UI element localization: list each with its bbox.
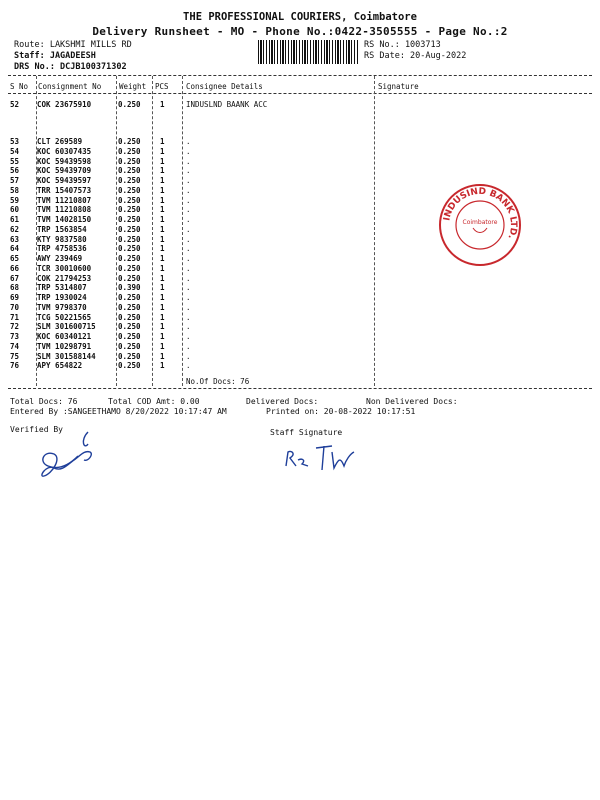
row-pcs: 1	[160, 361, 165, 371]
row-consignee: .	[186, 205, 191, 215]
table-row	[0, 137, 600, 147]
row-weight: 0.250	[118, 205, 141, 215]
row-consignee: .	[186, 176, 191, 185]
row-pcs: 1	[160, 205, 165, 215]
row-sno: 69	[10, 293, 20, 302]
row-sno: 54	[10, 146, 20, 156]
row-consignment: TRP 4758536	[37, 244, 87, 254]
non-delivered-docs: Non Delivered Docs:	[366, 397, 458, 406]
row-pcs: 1	[160, 195, 165, 205]
row-consignment: TRP 5314807	[37, 283, 87, 293]
page-title: Delivery Runsheet - MO - Phone No.:0422-3505555 - Page No.:2	[92, 25, 508, 38]
row-consignment: SLM 301588144	[37, 351, 96, 361]
row-consignee: .	[186, 166, 191, 176]
total-docs: Total Docs: 76	[10, 397, 78, 406]
row-consignee: .	[186, 312, 191, 322]
column-header-pcs: PCS	[155, 82, 169, 91]
row-consignee: .	[186, 332, 191, 341]
row-pcs: 1	[160, 234, 165, 244]
row-pcs: 1	[160, 341, 165, 351]
row-consignee: .	[186, 254, 191, 263]
row-weight: 0.250	[118, 312, 141, 322]
row-pcs: 1	[160, 224, 165, 234]
row-consignee: .	[186, 137, 191, 146]
row-sno: 70	[10, 302, 20, 312]
row-consignee: .	[186, 195, 191, 205]
row-sno: 67	[10, 273, 20, 283]
row-consignment: TRP 1930024	[37, 293, 87, 302]
row-consignee: .	[186, 293, 191, 302]
svg-text:Coimbatore: Coimbatore	[462, 219, 498, 226]
row-sno: 53	[10, 137, 20, 146]
row-weight: 0.250	[118, 273, 141, 283]
row-sno: 55	[10, 156, 20, 166]
row-consignment: CLT 269589	[37, 137, 83, 146]
row-sno: 58	[10, 185, 20, 195]
row-consignee: .	[186, 283, 191, 293]
divider	[8, 93, 592, 94]
row-pcs: 1	[160, 332, 165, 341]
row-weight: 0.250	[118, 166, 141, 176]
row-consignee: .	[186, 351, 191, 361]
svg-text:INDUSIND BANK LTD.: INDUSIND BANK LTD.	[442, 186, 519, 241]
row-sno: 52	[10, 100, 20, 109]
row-consignee: .	[186, 244, 191, 254]
row-weight: 0.250	[118, 224, 141, 234]
row-weight: 0.250	[118, 322, 141, 332]
row-weight: 0.250	[118, 234, 141, 244]
row-consignment: TRP 1563854	[37, 224, 87, 234]
row-sno: 56	[10, 166, 20, 176]
table-row	[0, 342, 600, 352]
row-sno: 68	[10, 283, 20, 293]
table-row	[0, 274, 600, 284]
staff-signature-label: Staff Signature	[270, 428, 343, 437]
row-sno: 75	[10, 351, 20, 361]
row-weight: 0.390	[118, 283, 141, 293]
row-pcs: 1	[160, 263, 165, 273]
row-sno: 61	[10, 215, 20, 224]
row-pcs: 1	[160, 322, 165, 332]
table-row	[0, 100, 600, 110]
row-consignee: .	[186, 234, 191, 244]
no-of-docs: No.Of Docs: 76	[186, 377, 250, 386]
row-consignment: KOC 60340121	[37, 332, 92, 341]
row-sno: 63	[10, 234, 20, 244]
row-pcs: 1	[160, 137, 165, 146]
company-name: THE PROFESSIONAL COURIERS, Coimbatore	[183, 11, 417, 23]
verifier-signature	[28, 420, 118, 490]
row-pcs: 1	[160, 283, 165, 293]
row-sno: 72	[10, 322, 20, 332]
row-weight: 0.250	[118, 244, 141, 254]
table-row	[0, 147, 600, 157]
row-consignee: .	[186, 263, 191, 273]
row-weight: 0.250	[118, 332, 141, 341]
table-row	[0, 313, 600, 323]
row-weight: 0.250	[118, 351, 141, 361]
divider	[8, 75, 592, 76]
row-weight: 0.250	[118, 100, 141, 109]
row-consignee: .	[186, 185, 191, 195]
row-sno: 64	[10, 244, 20, 254]
total-cod: Total COD Amt: 0.00	[108, 397, 200, 406]
row-pcs: 1	[160, 176, 165, 185]
row-consignment: TVM 14028150	[37, 215, 92, 224]
row-consignee: .	[186, 146, 191, 156]
row-consignment: COK 23675910	[37, 100, 92, 109]
row-consignment: KOC 59439597	[37, 176, 92, 185]
table-row	[0, 332, 600, 342]
staff-signature	[282, 442, 362, 476]
row-weight: 0.250	[118, 176, 141, 185]
row-consignee: .	[186, 302, 191, 312]
route-label: Route: LAKSHMI MILLS RD	[14, 40, 132, 50]
row-consignment: KOC 59439598	[37, 156, 92, 166]
column-header-weight: Weight	[119, 82, 147, 91]
row-weight: 0.250	[118, 293, 141, 302]
row-consignment: TRR 15407573	[37, 185, 92, 195]
row-consignment: KTY 9837580	[37, 234, 87, 244]
row-pcs: 1	[160, 146, 165, 156]
rs-date: RS Date: 20-Aug-2022	[364, 51, 467, 61]
table-row	[0, 303, 600, 313]
row-weight: 0.250	[118, 263, 141, 273]
row-consignment: AWY 239469	[37, 254, 83, 263]
row-pcs: 1	[160, 166, 165, 176]
entered-by: Entered By :SANGEETHAMO 8/20/2022 10:17:47 AM	[10, 407, 227, 416]
table-row	[0, 322, 600, 332]
row-pcs: 1	[160, 351, 165, 361]
bank-stamp	[437, 182, 523, 268]
row-consignee: .	[186, 273, 191, 283]
row-consignment: TCG 50221565	[37, 312, 92, 322]
row-consignee: .	[186, 341, 191, 351]
row-consignment: KOC 59439709	[37, 166, 92, 176]
row-weight: 0.250	[118, 302, 141, 312]
row-pcs: 1	[160, 215, 165, 224]
divider	[8, 388, 592, 389]
row-weight: 0.250	[118, 137, 141, 146]
row-weight: 0.250	[118, 195, 141, 205]
column-header-details: Consignee Details	[186, 82, 263, 91]
row-pcs: 1	[160, 244, 165, 254]
row-pcs: 1	[160, 273, 165, 283]
row-consignment: TVM 9798370	[37, 302, 87, 312]
barcode	[258, 40, 358, 64]
row-sno: 76	[10, 361, 20, 371]
table-row	[0, 283, 600, 293]
row-consignee: .	[186, 224, 191, 234]
column-header-sno: S No	[10, 82, 29, 91]
row-consignment: APY 654822	[37, 361, 83, 371]
row-sno: 60	[10, 205, 20, 215]
row-consignment: SLM 301600715	[37, 322, 96, 332]
column-header-signature: Signature	[378, 82, 419, 91]
row-pcs: 1	[160, 254, 165, 263]
row-sno: 57	[10, 176, 20, 185]
rs-number: RS No.: 1003713	[364, 40, 441, 50]
table-row	[0, 361, 600, 371]
table-row	[0, 352, 600, 362]
row-pcs: 1	[160, 302, 165, 312]
row-pcs: 1	[160, 312, 165, 322]
table-row	[0, 166, 600, 176]
table-row	[0, 293, 600, 303]
row-consignee: INDUSLND BAANK ACC	[186, 100, 268, 109]
row-weight: 0.250	[118, 361, 141, 371]
staff-label: Staff: JAGADEESH	[14, 51, 96, 61]
row-sno: 62	[10, 224, 20, 234]
row-consignee: .	[186, 361, 191, 371]
verified-by-label: Verified By	[10, 425, 63, 434]
row-pcs: 1	[160, 156, 165, 166]
row-consignment: TVM 11210807	[37, 195, 92, 205]
row-weight: 0.250	[118, 146, 141, 156]
row-sno: 74	[10, 341, 20, 351]
row-pcs: 1	[160, 100, 165, 109]
row-consignment: KOC 60307435	[37, 146, 92, 156]
row-sno: 65	[10, 254, 20, 263]
row-consignment: TVM 10298791	[37, 341, 92, 351]
drs-number: DRS No.: DCJB100371302	[14, 62, 127, 72]
row-consignee: .	[186, 156, 191, 166]
row-sno: 73	[10, 332, 20, 341]
row-sno: 71	[10, 312, 20, 322]
row-weight: 0.250	[118, 156, 141, 166]
delivered-docs: Delivered Docs:	[246, 397, 319, 406]
row-sno: 59	[10, 195, 20, 205]
column-header-consignment: Consignment No	[38, 82, 102, 91]
row-weight: 0.250	[118, 254, 141, 263]
row-consignment: TVM 11210808	[37, 205, 92, 215]
row-consignment: COK 21794253	[37, 273, 92, 283]
table-row	[0, 157, 600, 167]
printed-on: Printed on: 20-08-2022 10:17:51	[266, 407, 416, 416]
row-consignment: TCR 30010600	[37, 263, 92, 273]
row-pcs: 1	[160, 185, 165, 195]
row-weight: 0.250	[118, 341, 141, 351]
row-pcs: 1	[160, 293, 165, 302]
row-consignee: .	[186, 215, 191, 224]
row-consignee: .	[186, 322, 191, 332]
row-weight: 0.250	[118, 185, 141, 195]
row-sno: 66	[10, 263, 20, 273]
row-weight: 0.250	[118, 215, 141, 224]
